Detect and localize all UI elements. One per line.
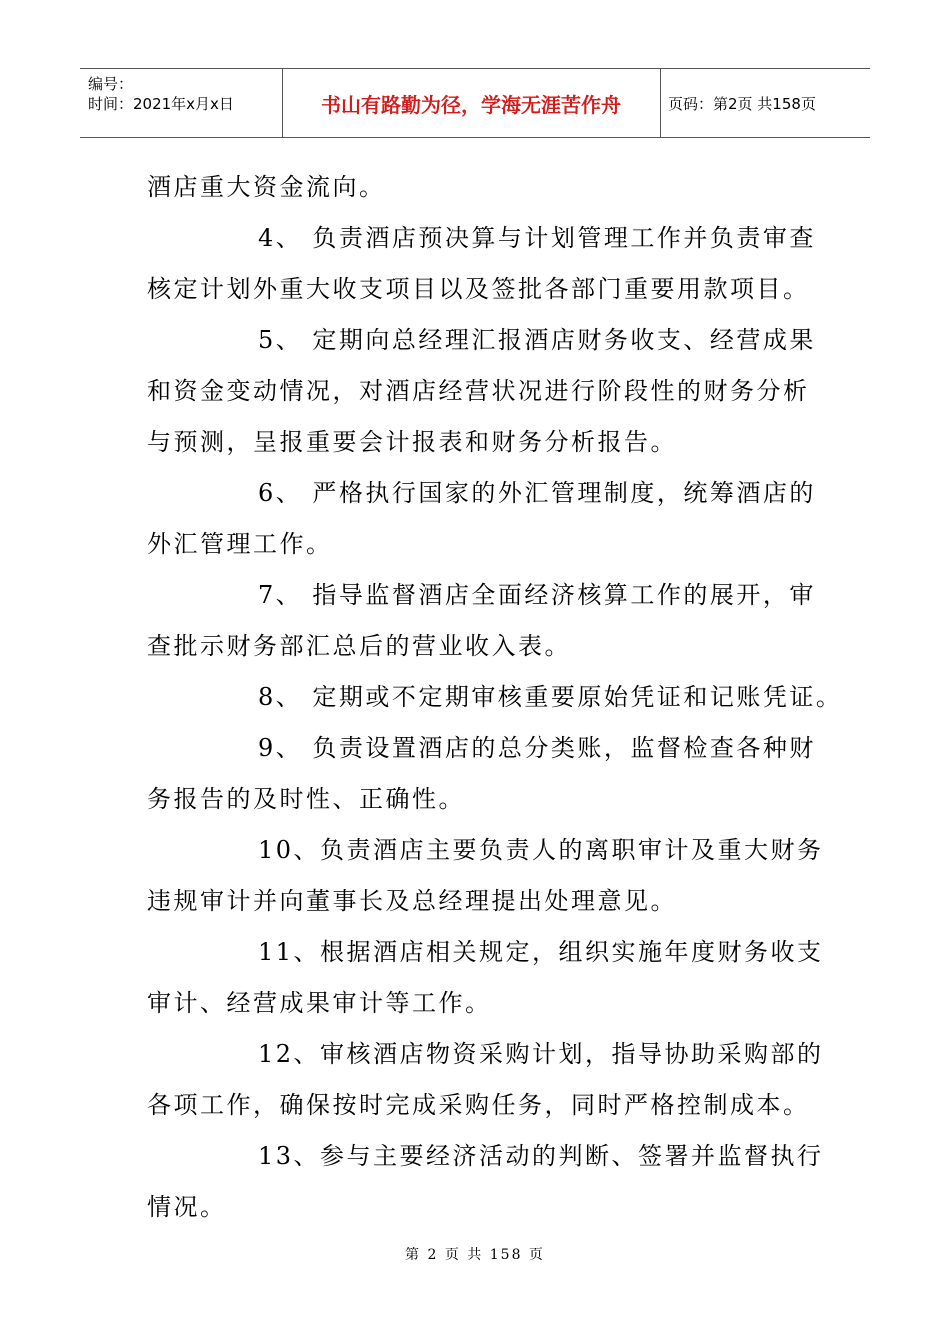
body-paragraphs — [147, 162, 843, 1233]
number-label: 编号： — [88, 75, 134, 93]
body-line: 5、 定期向总经理汇报酒店财务收支、经营成果 — [258, 326, 816, 354]
body-line: 违规审计并向董事长及总经理提出处理意见。 — [147, 887, 677, 915]
body-line: 外汇管理工作。 — [147, 530, 333, 558]
body-line: 8、 定期或不定期审核重要原始凭证和记账凭证。 — [258, 683, 843, 711]
page-info-text: 页码：第2页 共158页 — [668, 94, 816, 113]
body-line: 7、 指导监督酒店全面经济核算工作的展开，审 — [258, 581, 816, 609]
time-label: 时间：2021年x月x日 — [88, 95, 234, 113]
body-line: 务报告的及时性、正确性。 — [147, 785, 465, 813]
body-line: 情况。 — [147, 1193, 227, 1221]
body-line: 核定计划外重大收支项目以及签批各部门重要用款项目。 — [147, 275, 810, 303]
body-line: 查批示财务部汇总后的营业收入表。 — [147, 632, 571, 660]
header-divider — [660, 69, 661, 137]
body-line: 审计、经营成果审计等工作。 — [147, 989, 492, 1017]
header-motto: 书山有路勤为径，学海无涯苦作舟 — [321, 92, 621, 117]
body-line: 酒店重大资金流向。 — [147, 173, 386, 201]
page-footer: 第 2 页 共 158 页 — [405, 1247, 545, 1263]
document-header — [80, 68, 870, 138]
body-line: 和资金变动情况，对酒店经营状况进行阶段性的财务分析 — [147, 377, 810, 405]
body-line: 9、 负责设置酒店的总分类账，监督检查各种财 — [258, 734, 816, 762]
body-line: 各项工作，确保按时完成采购任务，同时严格控制成本。 — [147, 1091, 810, 1119]
header-meta — [80, 69, 282, 137]
body-line: 11、根据酒店相关规定，组织实施年度财务收支 — [258, 938, 824, 966]
body-line: 4、 负责酒店预决算与计划管理工作并负责审查 — [258, 224, 816, 252]
body-line: 与预测，呈报重要会计报表和财务分析报告。 — [147, 428, 677, 456]
document-body — [147, 162, 843, 1233]
body-line: 12、审核酒店物资采购计划，指导协助采购部的 — [258, 1040, 824, 1068]
header-page-info — [664, 69, 870, 137]
body-line: 10、负责酒店主要负责人的离职审计及重大财务 — [258, 836, 824, 864]
body-line: 6、 严格执行国家的外汇管理制度，统筹酒店的 — [258, 479, 816, 507]
body-line: 13、参与主要经济活动的判断、签署并监督执行 — [258, 1142, 824, 1170]
